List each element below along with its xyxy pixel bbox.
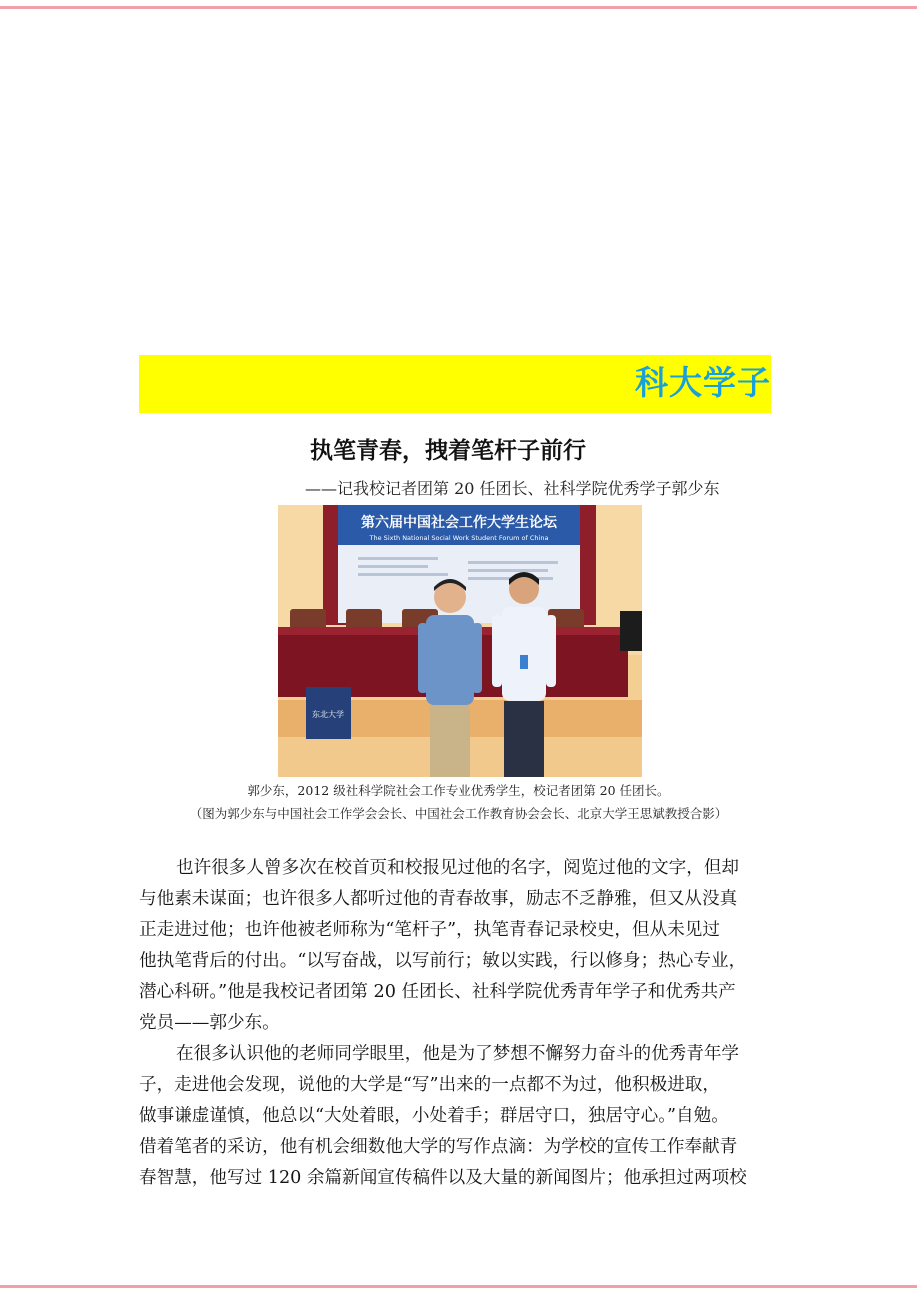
section-title: 科大学子 <box>635 363 771 402</box>
body-text-line: 借着笔者的采访，他有机会细数他大学的写作点滴：为学校的宣传工作奉献青 <box>139 1137 738 1157</box>
photo-banner-text: 第六届中国社会工作大学生论坛 <box>361 515 557 531</box>
body-text-line: 与他素未谋面；也许很多人都听过他的青春故事，励志不乏静雅，但又从没真 <box>139 889 738 909</box>
bottom-border-line <box>0 1285 917 1288</box>
body-text-line: 做事谦虚谨慎，他总以“大处着眼，小处着手；群居守口，独居守心。”自勉。 <box>139 1106 729 1126</box>
body-text-line: 他执笔背后的付出。“以写奋战，以写前行；敏以实践，行以修身；热心专业， <box>139 951 747 971</box>
article-headline: 执笔青春，拽着笔杆子前行 <box>310 438 586 464</box>
section-banner <box>139 355 771 413</box>
photo-caption-line-2: （图为郭少东与中国社会工作学会会长、中国社会工作教育协会会长、北京大学王思斌教授合影） <box>189 806 728 821</box>
photo-podium-text: 东北大学 <box>312 710 344 719</box>
body-text-line: 在很多认识他的老师同学眼里，他是为了梦想不懈努力奋斗的优秀青年学 <box>176 1044 740 1064</box>
photo-illustration <box>278 505 642 777</box>
article-photo <box>278 505 642 777</box>
article-subheadline: ——记我校记者团第 20 任团长、社科学院优秀学子郭少东 <box>305 479 720 498</box>
body-text-line: 也许很多人曾多次在校首页和校报见过他的名字，阅览过他的文字，但却 <box>176 858 740 878</box>
photo-caption-line-1: 郭少东，2012 级社科学院社会工作专业优秀学生，校记者团第 20 任团长。 <box>247 783 670 798</box>
body-text-line: 子，走进他会发现，说他的大学是“写”出来的一点都不为过，他积极进取， <box>139 1075 720 1095</box>
body-text-line: 党员——郭少东。 <box>139 1013 280 1033</box>
photo-banner-text-en: The Sixth National Social Work Student Forum of China <box>369 534 549 542</box>
body-text-line: 春智慧，他写过 120 余篇新闻宣传稿件以及大量的新闻图片；他承担过两项校 <box>139 1168 747 1188</box>
body-text-line: 正走进过他；也许他被老师称为“笔杆子”，执笔青春记录校史，但从未见过 <box>139 920 720 940</box>
body-text-line: 潜心科研。”他是我校记者团第 20 任团长、社科学院优秀青年学子和优秀共产 <box>139 982 736 1002</box>
top-border-line <box>0 6 917 9</box>
